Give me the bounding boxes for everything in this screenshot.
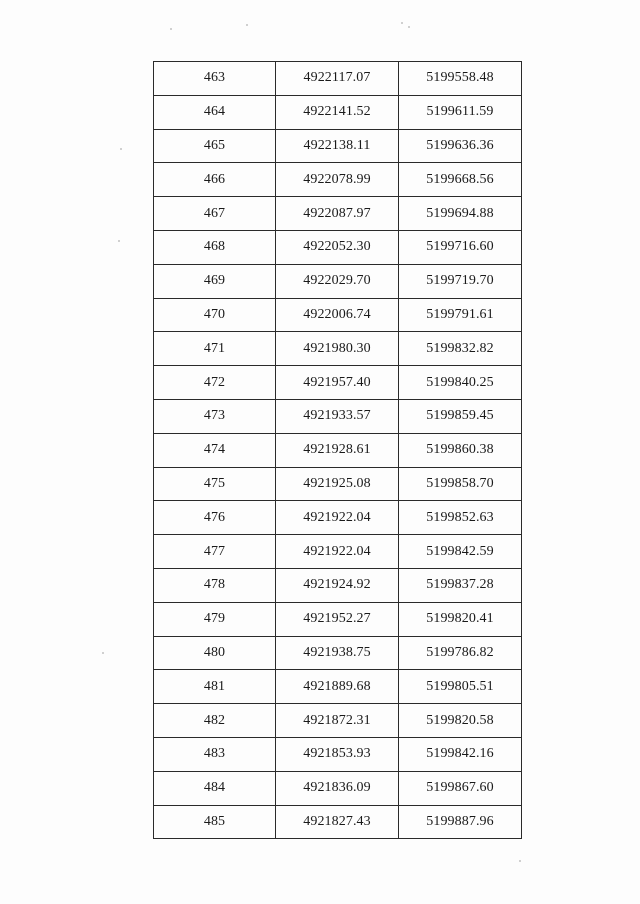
point-number-cell: 478: [154, 568, 276, 602]
table-row: [154, 95, 522, 129]
x-coordinate-cell: 4922117.07: [276, 62, 399, 96]
table-row: [154, 163, 522, 197]
table-row: [154, 535, 522, 569]
x-coordinate-cell: 4922006.74: [276, 298, 399, 332]
x-coordinate-cell: 4921872.31: [276, 704, 399, 738]
point-number-cell: 474: [154, 433, 276, 467]
table-row: [154, 670, 522, 704]
table-row: [154, 62, 522, 96]
y-coordinate-cell: 5199842.59: [399, 535, 522, 569]
scan-speck: [118, 240, 120, 242]
point-number-cell: 473: [154, 399, 276, 433]
point-number-cell: 475: [154, 467, 276, 501]
x-coordinate-cell: 4921922.04: [276, 501, 399, 535]
coordinates-table: [153, 61, 522, 839]
table-row: [154, 197, 522, 231]
x-coordinate-cell: 4922087.97: [276, 197, 399, 231]
x-coordinate-cell: 4922052.30: [276, 230, 399, 264]
point-number-cell: 476: [154, 501, 276, 535]
table-row: [154, 568, 522, 602]
scan-speck: [246, 24, 248, 26]
y-coordinate-cell: 5199832.82: [399, 332, 522, 366]
coordinates-table-body: [154, 62, 522, 839]
table-row: [154, 704, 522, 738]
point-number-cell: 468: [154, 230, 276, 264]
point-number-cell: 480: [154, 636, 276, 670]
x-coordinate-cell: 4921980.30: [276, 332, 399, 366]
point-number-cell: 481: [154, 670, 276, 704]
y-coordinate-cell: 5199820.41: [399, 602, 522, 636]
x-coordinate-cell: 4921928.61: [276, 433, 399, 467]
y-coordinate-cell: 5199786.82: [399, 636, 522, 670]
scan-speck: [170, 28, 172, 30]
x-coordinate-cell: 4921952.27: [276, 602, 399, 636]
y-coordinate-cell: 5199859.45: [399, 399, 522, 433]
y-coordinate-cell: 5199842.16: [399, 737, 522, 771]
point-number-cell: 470: [154, 298, 276, 332]
y-coordinate-cell: 5199852.63: [399, 501, 522, 535]
point-number-cell: 465: [154, 129, 276, 163]
point-number-cell: 472: [154, 366, 276, 400]
table-row: [154, 636, 522, 670]
table-row: [154, 737, 522, 771]
table-row: [154, 264, 522, 298]
y-coordinate-cell: 5199820.58: [399, 704, 522, 738]
table-row: [154, 298, 522, 332]
x-coordinate-cell: 4921889.68: [276, 670, 399, 704]
x-coordinate-cell: 4921938.75: [276, 636, 399, 670]
y-coordinate-cell: 5199558.48: [399, 62, 522, 96]
table-row: [154, 129, 522, 163]
table-row: [154, 230, 522, 264]
y-coordinate-cell: 5199668.56: [399, 163, 522, 197]
y-coordinate-cell: 5199719.70: [399, 264, 522, 298]
table-row: [154, 771, 522, 805]
x-coordinate-cell: 4921922.04: [276, 535, 399, 569]
point-number-cell: 484: [154, 771, 276, 805]
point-number-cell: 479: [154, 602, 276, 636]
point-number-cell: 466: [154, 163, 276, 197]
x-coordinate-cell: 4922138.11: [276, 129, 399, 163]
scan-speck: [408, 26, 410, 28]
point-number-cell: 471: [154, 332, 276, 366]
table-row: [154, 399, 522, 433]
table-row: [154, 805, 522, 839]
y-coordinate-cell: 5199858.70: [399, 467, 522, 501]
y-coordinate-cell: 5199860.38: [399, 433, 522, 467]
point-number-cell: 483: [154, 737, 276, 771]
x-coordinate-cell: 4921853.93: [276, 737, 399, 771]
scan-speck: [519, 860, 521, 862]
point-number-cell: 469: [154, 264, 276, 298]
point-number-cell: 477: [154, 535, 276, 569]
y-coordinate-cell: 5199694.88: [399, 197, 522, 231]
y-coordinate-cell: 5199887.96: [399, 805, 522, 839]
point-number-cell: 463: [154, 62, 276, 96]
table-row: [154, 332, 522, 366]
x-coordinate-cell: 4922078.99: [276, 163, 399, 197]
point-number-cell: 464: [154, 95, 276, 129]
table-row: [154, 366, 522, 400]
x-coordinate-cell: 4922141.52: [276, 95, 399, 129]
scan-speck: [120, 148, 122, 150]
scan-speck: [102, 652, 104, 654]
point-number-cell: 467: [154, 197, 276, 231]
x-coordinate-cell: 4921925.08: [276, 467, 399, 501]
table-row: [154, 433, 522, 467]
scan-speck: [401, 22, 403, 24]
y-coordinate-cell: 5199805.51: [399, 670, 522, 704]
point-number-cell: 482: [154, 704, 276, 738]
y-coordinate-cell: 5199840.25: [399, 366, 522, 400]
table-row: [154, 501, 522, 535]
y-coordinate-cell: 5199716.60: [399, 230, 522, 264]
x-coordinate-cell: 4921924.92: [276, 568, 399, 602]
x-coordinate-cell: 4922029.70: [276, 264, 399, 298]
x-coordinate-cell: 4921957.40: [276, 366, 399, 400]
point-number-cell: 485: [154, 805, 276, 839]
x-coordinate-cell: 4921836.09: [276, 771, 399, 805]
x-coordinate-cell: 4921933.57: [276, 399, 399, 433]
y-coordinate-cell: 5199837.28: [399, 568, 522, 602]
y-coordinate-cell: 5199611.59: [399, 95, 522, 129]
y-coordinate-cell: 5199791.61: [399, 298, 522, 332]
y-coordinate-cell: 5199867.60: [399, 771, 522, 805]
x-coordinate-cell: 4921827.43: [276, 805, 399, 839]
y-coordinate-cell: 5199636.36: [399, 129, 522, 163]
table-row: [154, 602, 522, 636]
table-row: [154, 467, 522, 501]
